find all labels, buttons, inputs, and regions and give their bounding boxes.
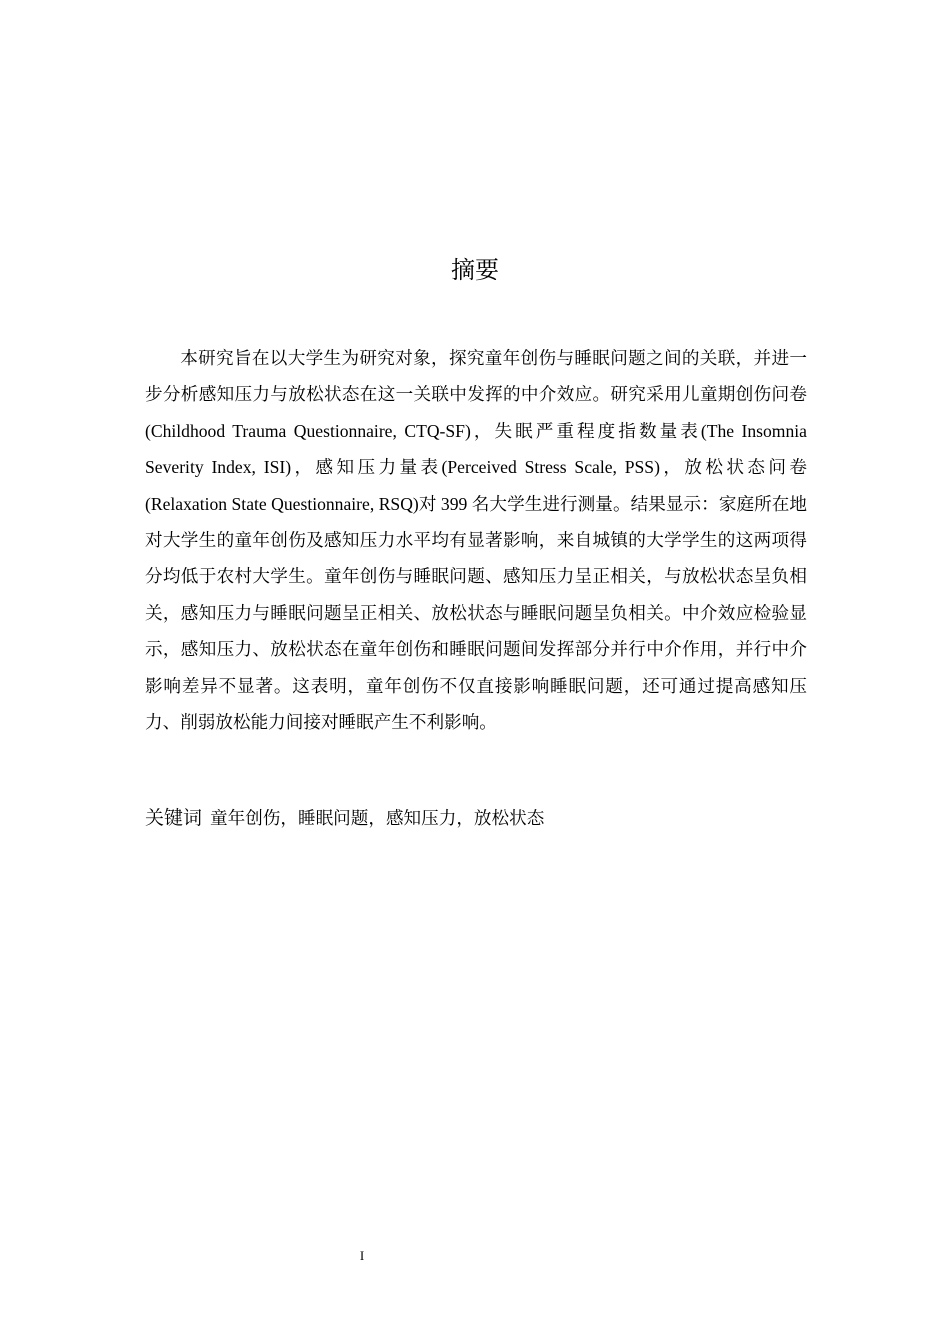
page-title: 摘要: [451, 256, 499, 284]
keywords-text: 童年创伤，睡眠问题，感知压力，放松状态: [210, 808, 545, 828]
abstract-body: 本研究旨在以大学生为研究对象，探究童年创伤与睡眠问题之间的关联，并进一步分析感知压力与放松状态在这一关联中发挥的中介效应。研究采用儿童期创伤问卷(Childhood Trauma Questionnaire, CTQ-SF)，失眠严重程度指数量表(The Insomnia Severity Index, ISI)，感知压力量表(Perceived Stress Scale, PSS)，放松状态问卷(Relaxation State Questionnaire, RSQ)对 399 名大学生进行测量。结果显示：家庭所在地对大学生的童年创伤及感知压力水平均有显著影响，来自城镇的大学学生的这两项得分均低于农村大学生。童年创伤与睡眠问题、感知压力呈正相关，与放松状态呈负相关，感知压力与睡眠问题呈正相关、放松状态与睡眠问题呈负相关。中介效应检验显示，感知压力、放松状态在童年创伤和睡眠问题间发挥部分并行中介作用，并行中介影响差异不显著。这表明，童年创伤不仅直接影响睡眠问题，还可通过提高感知压力、削弱放松能力间接对睡眠产生不利影响。: [145, 348, 807, 733]
keywords-label: 关键词: [145, 807, 203, 829]
page-number: I: [359, 1248, 365, 1263]
keywords-line: [145, 800, 807, 836]
